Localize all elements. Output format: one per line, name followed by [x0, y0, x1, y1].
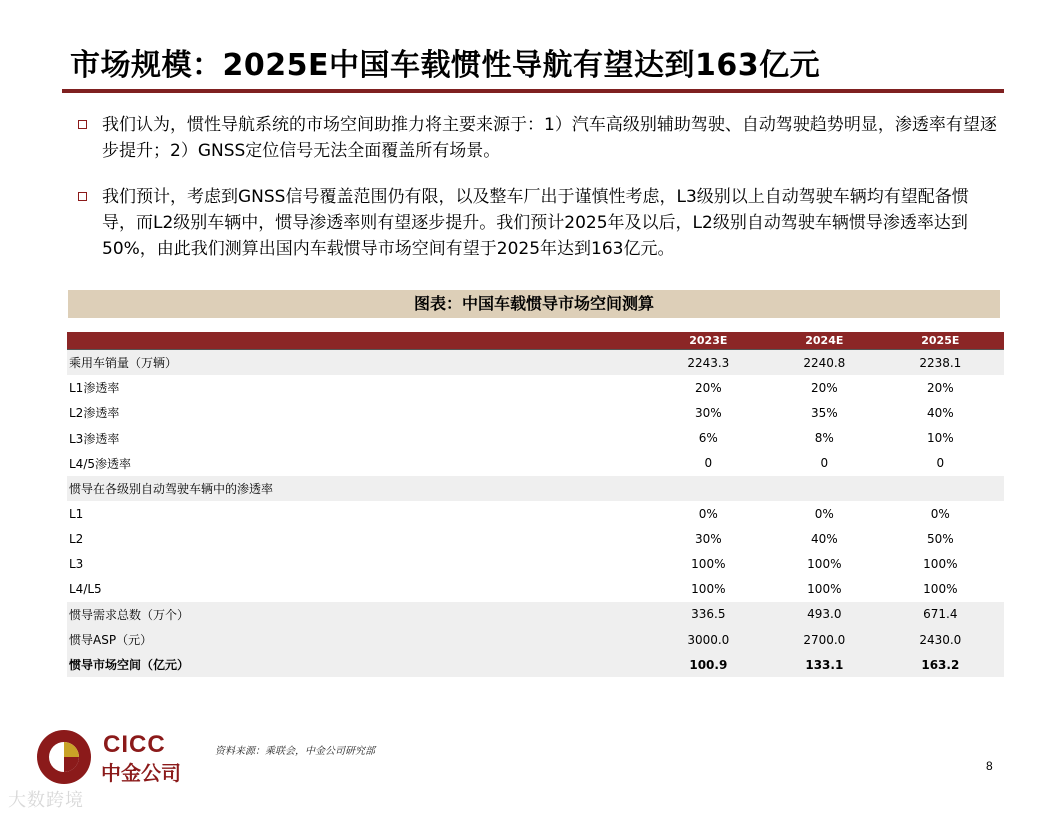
table-cell: 40%	[926, 405, 954, 420]
table-cell-spacer	[998, 602, 1004, 627]
row-label: 惯导需求总数（万个）	[67, 602, 650, 627]
table-cell-spacer	[998, 350, 1004, 376]
row-label: 惯导在各级别自动驾驶车辆中的渗透率	[67, 476, 650, 501]
table-cell-spacer	[998, 652, 1004, 677]
column-header: 2025E	[882, 332, 998, 350]
table-cell: 3000.0	[650, 627, 766, 652]
bullet-item	[76, 184, 1001, 262]
table-cell-spacer	[998, 400, 1004, 425]
table-cell: 2430.0	[882, 627, 998, 652]
row-label: L4/5渗透率	[69, 456, 131, 471]
source-note: 资料来源：乘联会，中金公司研究部	[215, 746, 375, 757]
row-label: L1渗透率	[69, 381, 120, 396]
table-cell: 100%	[807, 582, 842, 597]
watermark: 大数跨境	[8, 790, 84, 811]
table-cell	[650, 476, 766, 501]
table-cell: 163.2	[882, 652, 998, 677]
cicc-logo-icon	[34, 727, 94, 787]
table-cell-spacer	[998, 526, 1004, 551]
table-cell-spacer	[998, 451, 1004, 476]
table-row	[67, 426, 1004, 451]
square-bullet-icon	[78, 192, 87, 201]
table-row	[67, 350, 1004, 376]
table-row	[67, 375, 1004, 400]
table-cell	[766, 476, 882, 501]
table-cell: 100%	[807, 557, 842, 572]
column-header-spacer	[998, 332, 1004, 350]
row-label: L2渗透率	[69, 406, 120, 421]
table-cell-spacer	[998, 375, 1004, 400]
table-cell: 100%	[691, 582, 726, 597]
table-cell-spacer	[998, 577, 1004, 602]
bullet-item	[76, 112, 1001, 164]
table-cell: 493.0	[766, 602, 882, 627]
table-row	[67, 526, 1004, 551]
market-size-table	[67, 332, 1004, 677]
table-cell: 8%	[814, 431, 834, 446]
table-cell: 35%	[810, 405, 838, 420]
table-row	[67, 627, 1004, 652]
table-cell: 133.1	[766, 652, 882, 677]
table-cell: 0	[936, 456, 945, 471]
bullet-list	[76, 112, 1001, 282]
row-label: L2	[69, 531, 84, 546]
row-label: 惯导市场空间（亿元）	[67, 652, 650, 677]
column-header: 2023E	[650, 332, 766, 350]
bullet-text: 我们认为，惯性导航系统的市场空间助推力将主要来源于：1）汽车高级别辅助驾驶、自动驾驶趋势明显，渗透率有望逐步提升；2）GNSS定位信号无法全面覆盖所有场景。	[102, 115, 997, 161]
table-cell: 2238.1	[882, 350, 998, 376]
table-cell: 2240.8	[766, 350, 882, 376]
table-cell: 0	[820, 456, 829, 471]
figure-caption: 图表：中国车载惯导市场空间测算	[68, 290, 1000, 318]
column-header	[67, 332, 650, 350]
table-cell: 336.5	[650, 602, 766, 627]
table-cell: 20%	[694, 380, 722, 395]
table-row	[67, 476, 1004, 501]
table-cell: 20%	[926, 380, 954, 395]
logo-wordmark-cn: 中金公司	[101, 761, 181, 785]
table-cell: 40%	[810, 531, 838, 546]
row-label: 惯导ASP（元）	[67, 627, 650, 652]
slide-title: 市场规模：2025E中国车载惯性导航有望达到163亿元	[70, 48, 821, 83]
table-row	[67, 501, 1004, 526]
row-label: L1	[69, 506, 84, 521]
title-divider	[62, 89, 1004, 93]
page-number: 8	[986, 759, 993, 773]
table-cell-spacer	[998, 426, 1004, 451]
table-cell: 0%	[930, 506, 950, 521]
logo-wordmark-en: CICC	[103, 731, 166, 758]
table-cell: 671.4	[882, 602, 998, 627]
table-cell: 30%	[694, 531, 722, 546]
table-cell-spacer	[998, 552, 1004, 577]
table-row	[67, 552, 1004, 577]
table-row-total	[67, 652, 1004, 677]
table-cell: 30%	[694, 405, 722, 420]
table-cell: 20%	[810, 380, 838, 395]
table-row	[67, 577, 1004, 602]
square-bullet-icon	[78, 120, 87, 129]
table-cell: 0%	[698, 506, 718, 521]
table-header-row	[67, 332, 1004, 350]
row-label: L3	[69, 557, 84, 572]
table-cell-spacer	[998, 501, 1004, 526]
table-row	[67, 400, 1004, 425]
table-cell: 2243.3	[650, 350, 766, 376]
table-cell: 6%	[698, 431, 718, 446]
table-cell: 50%	[926, 531, 954, 546]
table-cell: 100%	[923, 557, 958, 572]
table-row	[67, 451, 1004, 476]
table-cell-spacer	[998, 627, 1004, 652]
bullet-text: 我们预计，考虑到GNSS信号覆盖范围仍有限，以及整车厂出于谨慎性考虑，L3级别以上自动驾驶车辆均有望配备惯导，而L2级别车辆中，惯导渗透率则有望逐步提升。我们预计2025年及以后，L2级别自动驾驶车辆惯导渗透率达到50%，由此我们测算出国内车载惯导市场空间有望于2025年达到163亿元。	[102, 187, 969, 259]
table-cell: 2700.0	[766, 627, 882, 652]
row-label: L3渗透率	[69, 431, 120, 446]
table-row	[67, 602, 1004, 627]
row-label: L4/L5	[69, 582, 102, 597]
table-cell-spacer	[998, 476, 1004, 501]
table-cell: 0%	[814, 506, 834, 521]
column-header: 2024E	[766, 332, 882, 350]
table-cell: 100.9	[650, 652, 766, 677]
table-cell: 100%	[923, 582, 958, 597]
table-cell: 10%	[926, 431, 954, 446]
table-cell	[882, 476, 998, 501]
table-cell: 100%	[691, 557, 726, 572]
row-label: 乘用车销量（万辆）	[67, 350, 650, 376]
table-cell: 0	[704, 456, 713, 471]
